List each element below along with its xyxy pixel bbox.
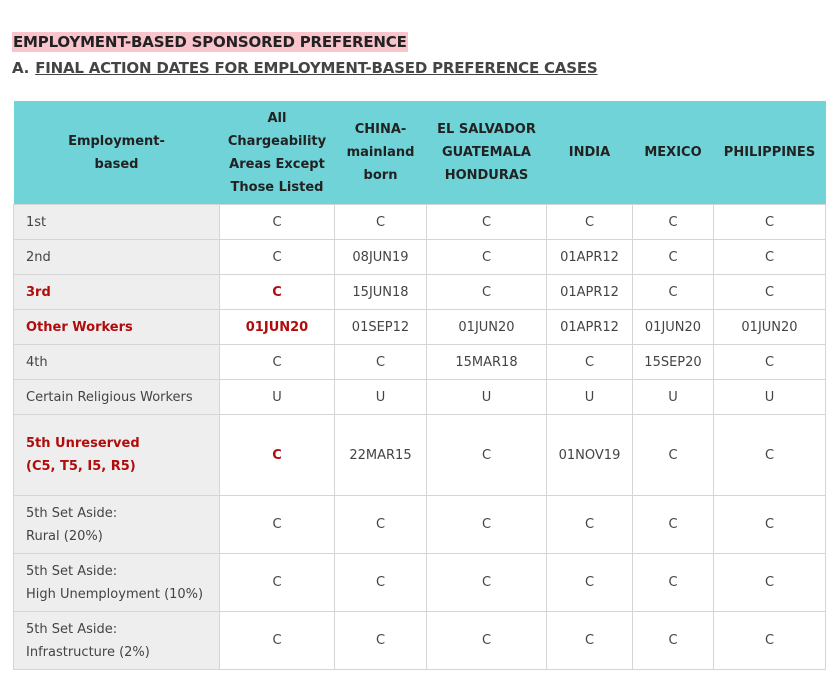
row-label-line: 5th Unreserved <box>26 436 140 451</box>
subheading-prefix: A. <box>12 59 30 77</box>
table-cell: 01APR12 <box>547 240 633 275</box>
table-row <box>14 496 826 554</box>
row-label-line: High Unemployment (10%) <box>26 586 204 602</box>
header-mexico <box>633 101 714 205</box>
table-row <box>14 345 826 380</box>
table-row <box>14 205 826 240</box>
header-line: Areas Except <box>229 156 325 172</box>
row-label-line: Certain Religious Workers <box>26 389 193 405</box>
table-cell: 08JUN19 <box>335 240 427 275</box>
row-label <box>14 345 220 380</box>
row-label <box>14 415 220 496</box>
table-cell: C <box>714 612 826 670</box>
table-row <box>14 240 826 275</box>
header-el-salvador-guatemala-honduras <box>427 101 547 205</box>
table-cell: C <box>547 612 633 670</box>
header-india <box>547 101 633 205</box>
table-cell: C <box>220 554 335 612</box>
row-label-line: (C5, T5, I5, R5) <box>26 459 136 474</box>
table-cell: C <box>427 554 547 612</box>
table-cell: 01JUN20 <box>633 310 714 345</box>
table-cell: C <box>633 612 714 670</box>
table-cell: C <box>714 345 826 380</box>
table-cell: C <box>714 205 826 240</box>
table-cell: C <box>714 496 826 554</box>
row-label-line: 4th <box>26 354 48 370</box>
header-line: Chargeability <box>227 133 327 149</box>
header-line: HONDURAS <box>444 168 529 183</box>
table-cell: C <box>220 345 335 380</box>
header-line: INDIA <box>568 145 611 160</box>
table-cell: 01JUN20 <box>220 310 335 345</box>
row-label-line: 2nd <box>26 249 51 265</box>
header-line: All <box>267 110 287 126</box>
table-cell: C <box>633 205 714 240</box>
row-label-line: Other Workers <box>26 319 133 335</box>
table-cell: C <box>335 496 427 554</box>
table-cell: C <box>427 496 547 554</box>
table-cell: U <box>220 380 335 415</box>
table-cell: C <box>547 345 633 380</box>
header-china <box>335 101 427 205</box>
row-label-line: Infrastructure (2%) <box>26 644 150 660</box>
header-line: CHINA- <box>354 122 407 137</box>
table-cell: C <box>633 415 714 496</box>
row-label <box>14 612 220 670</box>
table-cell: 01APR12 <box>547 310 633 345</box>
table-cell: C <box>714 554 826 612</box>
table-cell: C <box>220 612 335 670</box>
row-label-line: 5th Set Aside: <box>26 505 118 521</box>
table-cell: C <box>427 612 547 670</box>
table-cell: C <box>220 415 335 496</box>
table-cell: 01SEP12 <box>335 310 427 345</box>
header-line: based <box>94 156 139 172</box>
row-label <box>14 554 220 612</box>
table-row <box>14 380 826 415</box>
row-label <box>14 275 220 310</box>
table-cell: C <box>220 275 335 310</box>
subheading-title: FINAL ACTION DATES FOR EMPLOYMENT-BASED PREFERENCE CASES <box>35 59 598 77</box>
row-label-line: 5th Set Aside: <box>26 563 118 579</box>
header-line: EL SALVADOR <box>437 122 536 137</box>
table-cell: 15MAR18 <box>427 345 547 380</box>
table-cell: C <box>714 240 826 275</box>
final-action-dates-table <box>13 101 826 670</box>
table-cell: 22MAR15 <box>335 415 427 496</box>
table-cell: C <box>427 275 547 310</box>
table-cell: 01APR12 <box>547 275 633 310</box>
table-cell: C <box>427 415 547 496</box>
table-cell: C <box>427 240 547 275</box>
header-line: GUATEMALA <box>442 145 531 160</box>
table-cell: C <box>633 240 714 275</box>
row-label-line: 1st <box>26 214 47 230</box>
row-label-line: 5th Set Aside: <box>26 621 118 637</box>
table-cell: C <box>547 496 633 554</box>
table-cell: C <box>220 205 335 240</box>
table-cell: 15SEP20 <box>633 345 714 380</box>
table-cell: 01NOV19 <box>547 415 633 496</box>
row-label <box>14 240 220 275</box>
header-row <box>14 101 826 205</box>
table-cell: C <box>633 554 714 612</box>
table-row <box>14 612 826 670</box>
table-cell: C <box>427 205 547 240</box>
row-label-line: 3rd <box>26 284 51 300</box>
table-cell: C <box>633 496 714 554</box>
table-cell: C <box>547 205 633 240</box>
table-cell: C <box>714 415 826 496</box>
table-cell: C <box>220 496 335 554</box>
table-cell: C <box>335 554 427 612</box>
table-row <box>14 275 826 310</box>
header-line: Those Listed <box>230 179 324 195</box>
table-cell: U <box>335 380 427 415</box>
table-cell: C <box>714 275 826 310</box>
table-cell: C <box>335 612 427 670</box>
table-cell: C <box>335 345 427 380</box>
table-cell: U <box>427 380 547 415</box>
table-cell: 15JUN18 <box>335 275 427 310</box>
row-label <box>14 205 220 240</box>
table-cell: U <box>633 380 714 415</box>
table-row <box>14 415 826 496</box>
header-line: born <box>363 168 398 183</box>
table-subheading <box>12 58 597 78</box>
header-all-chargeability <box>220 101 335 205</box>
table-cell: C <box>335 205 427 240</box>
table-body <box>14 205 826 670</box>
header-line: PHILIPPINES <box>723 145 816 160</box>
header-line: MEXICO <box>644 145 702 160</box>
table-cell: 01JUN20 <box>714 310 826 345</box>
table-cell: U <box>714 380 826 415</box>
section-headline: EMPLOYMENT-BASED SPONSORED PREFERENCE <box>13 33 407 51</box>
table-cell: 01JUN20 <box>427 310 547 345</box>
row-label-line: Rural (20%) <box>26 528 103 544</box>
table-cell: C <box>220 240 335 275</box>
table-row <box>14 310 826 345</box>
row-label <box>14 310 220 345</box>
header-line: mainland <box>346 145 415 160</box>
table-cell: U <box>547 380 633 415</box>
table-cell: C <box>633 275 714 310</box>
row-label <box>14 496 220 554</box>
table-row <box>14 554 826 612</box>
header-line: Employment- <box>68 133 165 149</box>
header-philippines <box>714 101 826 205</box>
table-cell: C <box>547 554 633 612</box>
row-label <box>14 380 220 415</box>
header-employment-based <box>14 101 220 205</box>
